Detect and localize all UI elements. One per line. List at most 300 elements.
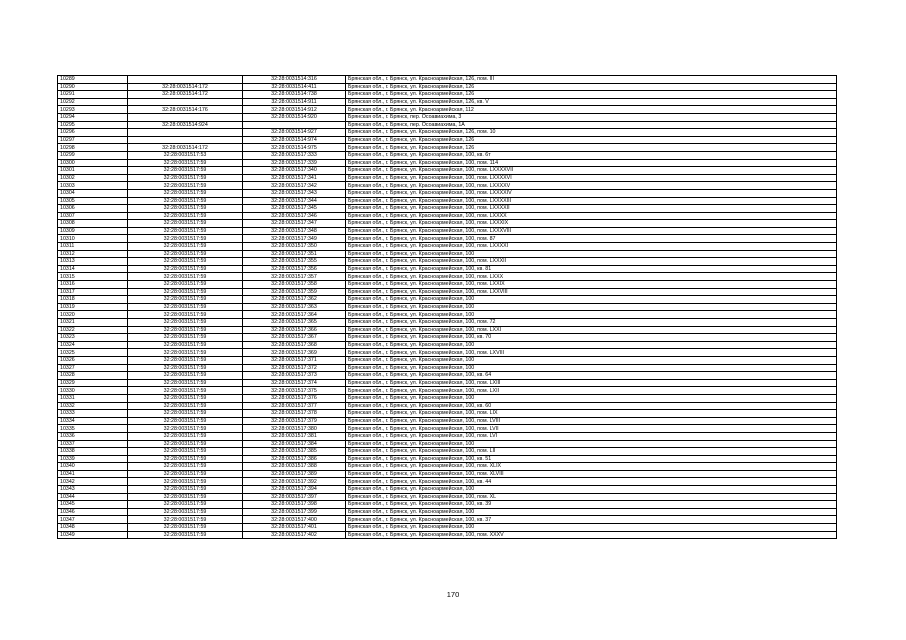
object-cadastral-number-cell: 32:28:0031517:344 [243, 197, 346, 205]
address-cell: Брянская обл., г. Брянск, ул. Красноармейская, 100 [346, 356, 837, 364]
object-cadastral-number-cell: 32:28:0031517:358 [243, 281, 346, 289]
object-cadastral-number-cell: 32:28:0031517:375 [243, 387, 346, 395]
row-number-cell: 10324 [58, 341, 128, 349]
row-number-cell: 10310 [58, 235, 128, 243]
address-cell: Брянская обл., г. Брянск, ул. Красноармейская, 100, кв. 70 [346, 334, 837, 342]
parcel-cadastral-number-cell: 32:28:0031517:59 [128, 281, 243, 289]
table-row [58, 531, 837, 539]
row-number-cell: 10328 [58, 372, 128, 380]
address-cell: Брянская обл., г. Брянск, ул. Красноармейская, 100, пом. LXIII [346, 379, 837, 387]
object-cadastral-number-cell: 32:28:0031517:386 [243, 455, 346, 463]
row-number-cell: 10327 [58, 364, 128, 372]
object-cadastral-number-cell: 32:28:0031517:399 [243, 508, 346, 516]
row-number-cell: 10294 [58, 113, 128, 121]
object-cadastral-number-cell: 32:28:0031517:351 [243, 250, 346, 258]
address-cell: Брянская обл., г. Брянск, ул. Красноармейская, 100, пом. LXXX [346, 273, 837, 281]
address-cell: Брянская обл., г. Брянск, ул. Красноармейская, 100, кв. 60 [346, 402, 837, 410]
parcel-cadastral-number-cell: 32:28:0031517:59 [128, 273, 243, 281]
table-row [58, 182, 837, 190]
address-cell: Брянская обл., г. Брянск, ул. Красноармейская, 100 [346, 524, 837, 532]
table-row [58, 76, 837, 84]
address-cell: Брянская обл., г. Брянск, ул. Красноармейская, 100, пом. LVIII [346, 417, 837, 425]
address-cell: Брянская обл., г. Брянск, ул. Красноармейская, 100 [346, 364, 837, 372]
row-number-cell: 10303 [58, 182, 128, 190]
table-row [58, 296, 837, 304]
address-cell: Брянская обл., г. Брянск, ул. Красноармейская, 100, пом. LXXXXVII [346, 167, 837, 175]
parcel-cadastral-number-cell: 32:28:0031517:59 [128, 531, 243, 539]
address-cell: Брянская обл., г. Брянск, ул. Красноармейская, 126 [346, 136, 837, 144]
parcel-cadastral-number-cell: 32:28:0031517:53 [128, 151, 243, 159]
object-cadastral-number-cell: 32:28:0031517:372 [243, 364, 346, 372]
object-cadastral-number-cell: 32:28:0031517:355 [243, 258, 346, 266]
parcel-cadastral-number-cell [128, 76, 243, 84]
parcel-cadastral-number-cell: 32:28:0031517:59 [128, 463, 243, 471]
table-row [58, 334, 837, 342]
table-row [58, 136, 837, 144]
address-cell: Брянская обл., г. Брянск, ул. Красноармейская, 126 [346, 83, 837, 91]
parcel-cadastral-number-cell: 32:28:0031517:59 [128, 432, 243, 440]
row-number-cell: 10345 [58, 501, 128, 509]
table-row [58, 265, 837, 273]
object-cadastral-number-cell: 32:28:0031517:378 [243, 410, 346, 418]
address-cell: Брянская обл., г. Брянск, ул. Красноармейская, 100, кв. 6т [346, 151, 837, 159]
parcel-cadastral-number-cell: 32:28:0031514:172 [128, 91, 243, 99]
parcel-cadastral-number-cell [128, 129, 243, 137]
parcel-cadastral-number-cell: 32:28:0031517:59 [128, 356, 243, 364]
parcel-cadastral-number-cell: 32:28:0031517:59 [128, 410, 243, 418]
object-cadastral-number-cell: 32:28:0031517:346 [243, 212, 346, 220]
object-cadastral-number-cell: 32:28:0031514:738 [243, 91, 346, 99]
parcel-cadastral-number-cell: 32:28:0031517:59 [128, 364, 243, 372]
table-row [58, 273, 837, 281]
parcel-cadastral-number-cell: 32:28:0031517:59 [128, 425, 243, 433]
row-number-cell: 10296 [58, 129, 128, 137]
address-cell: Брянская обл., г. Брянск, ул. Красноармейская, 100 [346, 296, 837, 304]
table-row [58, 311, 837, 319]
row-number-cell: 10329 [58, 379, 128, 387]
table-row [58, 205, 837, 213]
row-number-cell: 10300 [58, 159, 128, 167]
parcel-cadastral-number-cell: 32:28:0031517:59 [128, 402, 243, 410]
address-cell: Брянская обл., г. Брянск, ул. Красноармейская, 100 [346, 311, 837, 319]
address-cell: Брянская обл., г. Брянск, ул. Красноармейская, 100, пом. LXXXII [346, 258, 837, 266]
parcel-cadastral-number-cell: 32:28:0031517:59 [128, 220, 243, 228]
object-cadastral-number-cell: 32:28:0031517:347 [243, 220, 346, 228]
address-cell: Брянская обл., г. Брянск, ул. Красноармейская, 126 [346, 144, 837, 152]
address-cell: Брянская обл., г. Брянск, ул. Красноармейская, 100, пом. LXXXX [346, 212, 837, 220]
parcel-cadastral-number-cell: 32:28:0031517:59 [128, 417, 243, 425]
address-cell: Брянская обл., г. Брянск, ул. Красноармейская, 100 [346, 440, 837, 448]
parcel-cadastral-number-cell: 32:28:0031517:59 [128, 394, 243, 402]
object-cadastral-number-cell: 32:28:0031517:385 [243, 448, 346, 456]
object-cadastral-number-cell: 32:28:0031514:927 [243, 129, 346, 137]
parcel-cadastral-number-cell: 32:28:0031517:59 [128, 235, 243, 243]
row-number-cell: 10331 [58, 394, 128, 402]
address-cell: Брянская обл., г. Брянск, ул. Красноармейская, 100 [346, 303, 837, 311]
parcel-cadastral-number-cell: 32:28:0031514:172 [128, 144, 243, 152]
object-cadastral-number-cell: 32:28:0031517:388 [243, 463, 346, 471]
table-row [58, 319, 837, 327]
object-cadastral-number-cell: 32:28:0031517:345 [243, 205, 346, 213]
address-cell: Брянская обл., г. Брянск, ул. Красноармейская, 100, кв. 44 [346, 478, 837, 486]
row-number-cell: 10348 [58, 524, 128, 532]
row-number-cell: 10316 [58, 281, 128, 289]
row-number-cell: 10297 [58, 136, 128, 144]
parcel-cadastral-number-cell: 32:28:0031517:59 [128, 167, 243, 175]
parcel-cadastral-number-cell: 32:28:0031517:59 [128, 448, 243, 456]
table-row [58, 493, 837, 501]
parcel-cadastral-number-cell: 32:28:0031514:924 [128, 121, 243, 129]
table-row [58, 151, 837, 159]
address-cell: Брянская обл., г. Брянск, ул. Красноармейская, 100 [346, 508, 837, 516]
parcel-cadastral-number-cell: 32:28:0031517:59 [128, 349, 243, 357]
parcel-cadastral-number-cell: 32:28:0031517:59 [128, 311, 243, 319]
row-number-cell: 10332 [58, 402, 128, 410]
address-cell: Брянская обл., г. Брянск, ул. Красноармейская, 100, пом. LXXIX [346, 281, 837, 289]
object-cadastral-number-cell: 32:28:0031517:366 [243, 326, 346, 334]
table-row [58, 508, 837, 516]
address-cell: Брянская обл., г. Брянск, ул. Красноармейская, 100, пом. LXII [346, 387, 837, 395]
object-cadastral-number-cell: 32:28:0031517:368 [243, 341, 346, 349]
parcel-cadastral-number-cell: 32:28:0031517:59 [128, 227, 243, 235]
parcel-cadastral-number-cell: 32:28:0031517:59 [128, 250, 243, 258]
row-number-cell: 10301 [58, 167, 128, 175]
parcel-cadastral-number-cell: 32:28:0031517:59 [128, 508, 243, 516]
address-cell: Брянская обл., г. Брянск, ул. Красноармейская, 100, пом. LXVIII [346, 349, 837, 357]
parcel-cadastral-number-cell: 32:28:0031517:59 [128, 455, 243, 463]
object-cadastral-number-cell: 32:28:0031517:342 [243, 182, 346, 190]
row-number-cell: 10334 [58, 417, 128, 425]
object-cadastral-number-cell: 32:28:0031514:975 [243, 144, 346, 152]
table-row [58, 379, 837, 387]
address-cell: Брянская обл., г. Брянск, ул. Красноармейская, 100, кв. 51 [346, 455, 837, 463]
table-row [58, 341, 837, 349]
parcel-cadastral-number-cell: 32:28:0031517:59 [128, 212, 243, 220]
table-row [58, 516, 837, 524]
row-number-cell: 10306 [58, 205, 128, 213]
object-cadastral-number-cell: 32:28:0031517:389 [243, 470, 346, 478]
object-cadastral-number-cell: 32:28:0031517:348 [243, 227, 346, 235]
row-number-cell: 10313 [58, 258, 128, 266]
address-cell: Брянская обл., г. Брянск, ул. Красноармейская, 100, пом. LXXXIX [346, 220, 837, 228]
object-cadastral-number-cell: 32:28:0031517:365 [243, 319, 346, 327]
parcel-cadastral-number-cell: 32:28:0031517:59 [128, 288, 243, 296]
parcel-cadastral-number-cell: 32:28:0031517:59 [128, 334, 243, 342]
parcel-cadastral-number-cell: 32:28:0031517:59 [128, 341, 243, 349]
address-cell: Брянская обл., г. Брянск, ул. Красноармейская, 100, пом. LXXXXIV [346, 189, 837, 197]
table-row [58, 227, 837, 235]
table-row [58, 189, 837, 197]
row-number-cell: 10343 [58, 486, 128, 494]
row-number-cell: 10346 [58, 508, 128, 516]
row-number-cell: 10333 [58, 410, 128, 418]
parcel-cadastral-number-cell [128, 113, 243, 121]
address-cell: Брянская обл., г. Брянск, ул. Красноармейская, 100, пом. LVI [346, 432, 837, 440]
parcel-cadastral-number-cell: 32:28:0031517:59 [128, 174, 243, 182]
object-cadastral-number-cell: 32:28:0031514:411 [243, 83, 346, 91]
table-row [58, 235, 837, 243]
parcel-cadastral-number-cell: 32:28:0031517:59 [128, 486, 243, 494]
table-row [58, 174, 837, 182]
table-row [58, 326, 837, 334]
address-cell: Брянская обл., г. Брянск, ул. Красноармейская, 100, кв. 39 [346, 501, 837, 509]
address-cell: Брянская обл., г. Брянск, ул. Красноармейская, 100, пом. LXXXVIII [346, 227, 837, 235]
object-cadastral-number-cell: 32:28:0031517:349 [243, 235, 346, 243]
row-number-cell: 10290 [58, 83, 128, 91]
row-number-cell: 10314 [58, 265, 128, 273]
row-number-cell: 10325 [58, 349, 128, 357]
table-row [58, 364, 837, 372]
row-number-cell: 10311 [58, 243, 128, 251]
table-row [58, 524, 837, 532]
parcel-cadastral-number-cell: 32:28:0031514:176 [128, 106, 243, 114]
parcel-cadastral-number-cell: 32:28:0031517:59 [128, 258, 243, 266]
row-number-cell: 10340 [58, 463, 128, 471]
object-cadastral-number-cell: 32:28:0031517:364 [243, 311, 346, 319]
object-cadastral-number-cell: 32:28:0031517:369 [243, 349, 346, 357]
parcel-cadastral-number-cell: 32:28:0031517:59 [128, 478, 243, 486]
cadastral-registry-table [57, 75, 837, 539]
row-number-cell: 10338 [58, 448, 128, 456]
object-cadastral-number-cell: 32:28:0031517:356 [243, 265, 346, 273]
object-cadastral-number-cell: 32:28:0031517:363 [243, 303, 346, 311]
row-number-cell: 10339 [58, 455, 128, 463]
object-cadastral-number-cell: 32:28:0031517:340 [243, 167, 346, 175]
object-cadastral-number-cell: 32:28:0031517:359 [243, 288, 346, 296]
address-cell: Брянская обл., г. Брянск, ул. Красноармейская, 100 [346, 394, 837, 402]
parcel-cadastral-number-cell: 32:28:0031517:59 [128, 319, 243, 327]
object-cadastral-number-cell: 32:28:0031517:350 [243, 243, 346, 251]
row-number-cell: 10321 [58, 319, 128, 327]
parcel-cadastral-number-cell: 32:28:0031517:59 [128, 524, 243, 532]
parcel-cadastral-number-cell: 32:28:0031517:59 [128, 470, 243, 478]
address-cell: Брянская обл., г. Брянск, ул. Красноармейская, 100, пом. 87 [346, 235, 837, 243]
object-cadastral-number-cell: 32:28:0031514:912 [243, 106, 346, 114]
parcel-cadastral-number-cell: 32:28:0031514:172 [128, 83, 243, 91]
row-number-cell: 10336 [58, 432, 128, 440]
parcel-cadastral-number-cell: 32:28:0031517:59 [128, 243, 243, 251]
address-cell: Брянская обл., г. Брянск, ул. Красноармейская, 100, пом. XLVIII [346, 470, 837, 478]
row-number-cell: 10291 [58, 91, 128, 99]
object-cadastral-number-cell: 32:28:0031517:397 [243, 493, 346, 501]
object-cadastral-number-cell: 32:28:0031517:377 [243, 402, 346, 410]
address-cell: Брянская обл., г. Брянск, ул. Красноармейская, 100 [346, 341, 837, 349]
parcel-cadastral-number-cell: 32:28:0031517:59 [128, 265, 243, 273]
row-number-cell: 10295 [58, 121, 128, 129]
object-cadastral-number-cell: 32:28:0031514:920 [243, 113, 346, 121]
row-number-cell: 10335 [58, 425, 128, 433]
table-row [58, 387, 837, 395]
row-number-cell: 10337 [58, 440, 128, 448]
object-cadastral-number-cell: 32:28:0031517:398 [243, 501, 346, 509]
parcel-cadastral-number-cell: 32:28:0031517:59 [128, 379, 243, 387]
address-cell: Брянская обл., г. Брянск, ул. Красноармейская, 100, пом. LXXVIII [346, 288, 837, 296]
parcel-cadastral-number-cell: 32:28:0031517:59 [128, 372, 243, 380]
parcel-cadastral-number-cell: 32:28:0031517:59 [128, 387, 243, 395]
table-row [58, 243, 837, 251]
table-row [58, 250, 837, 258]
parcel-cadastral-number-cell: 32:28:0031517:59 [128, 440, 243, 448]
table-row [58, 281, 837, 289]
address-cell: Брянская обл., г. Брянск, ул. Красноармейская, 100, пом. LXXXXVI [346, 174, 837, 182]
object-cadastral-number-cell: 32:28:0031514:974 [243, 136, 346, 144]
object-cadastral-number-cell: 32:28:0031517:362 [243, 296, 346, 304]
row-number-cell: 10342 [58, 478, 128, 486]
row-number-cell: 10307 [58, 212, 128, 220]
table-row [58, 129, 837, 137]
address-cell: Брянская обл., г. Брянск, ул. Красноармейская, 126 [346, 91, 837, 99]
table-row [58, 455, 837, 463]
page-number: 170 [446, 590, 460, 599]
row-number-cell: 10302 [58, 174, 128, 182]
object-cadastral-number-cell [243, 121, 346, 129]
object-cadastral-number-cell: 32:28:0031514:316 [243, 76, 346, 84]
object-cadastral-number-cell: 32:28:0031517:371 [243, 356, 346, 364]
row-number-cell: 10341 [58, 470, 128, 478]
row-number-cell: 10299 [58, 151, 128, 159]
address-cell: Брянская обл., г. Брянск, ул. Красноармейская, 100, пом. LXXI [346, 326, 837, 334]
table-row [58, 303, 837, 311]
address-cell: Брянская обл., г. Брянск, ул. Красноармейская, 100 [346, 486, 837, 494]
object-cadastral-number-cell: 32:28:0031517:376 [243, 394, 346, 402]
address-cell: Брянская обл., г. Брянск, ул. Красноармейская, 126, пом. 10 [346, 129, 837, 137]
table-row [58, 486, 837, 494]
row-number-cell: 10293 [58, 106, 128, 114]
object-cadastral-number-cell: 32:28:0031517:374 [243, 379, 346, 387]
table-row [58, 159, 837, 167]
parcel-cadastral-number-cell: 32:28:0031517:59 [128, 182, 243, 190]
table-row [58, 91, 837, 99]
row-number-cell: 10305 [58, 197, 128, 205]
table-row [58, 501, 837, 509]
table-row [58, 121, 837, 129]
row-number-cell: 10326 [58, 356, 128, 364]
row-number-cell: 10308 [58, 220, 128, 228]
address-cell: Брянская обл., г. Брянск, ул. Красноармейская, 112 [346, 106, 837, 114]
table-row [58, 356, 837, 364]
table-row [58, 197, 837, 205]
address-cell: Брянская обл., г. Брянск, ул. Красноармейская, 126, пом. III [346, 76, 837, 84]
parcel-cadastral-number-cell: 32:28:0031517:59 [128, 326, 243, 334]
object-cadastral-number-cell: 32:28:0031517:379 [243, 417, 346, 425]
table-row [58, 425, 837, 433]
object-cadastral-number-cell: 32:28:0031517:401 [243, 524, 346, 532]
table-row [58, 417, 837, 425]
parcel-cadastral-number-cell: 32:28:0031517:59 [128, 296, 243, 304]
row-number-cell: 10322 [58, 326, 128, 334]
object-cadastral-number-cell: 32:28:0031517:384 [243, 440, 346, 448]
parcel-cadastral-number-cell [128, 98, 243, 106]
row-number-cell: 10319 [58, 303, 128, 311]
object-cadastral-number-cell: 32:28:0031517:402 [243, 531, 346, 539]
row-number-cell: 10347 [58, 516, 128, 524]
parcel-cadastral-number-cell: 32:28:0031517:59 [128, 501, 243, 509]
row-number-cell: 10330 [58, 387, 128, 395]
row-number-cell: 10344 [58, 493, 128, 501]
table-row [58, 470, 837, 478]
address-cell: Брянская обл., г. Брянск, ул. Красноармейская, 126, кв. V [346, 98, 837, 106]
row-number-cell: 10289 [58, 76, 128, 84]
address-cell: Брянская обл., г. Брянск, ул. Красноармейская, 100, пом. LIX [346, 410, 837, 418]
table-row [58, 440, 837, 448]
address-cell: Брянская обл., г. Брянск, ул. Красноармейская, 100, пом. XL [346, 493, 837, 501]
table-row [58, 478, 837, 486]
object-cadastral-number-cell: 32:28:0031517:392 [243, 478, 346, 486]
table-row [58, 288, 837, 296]
parcel-cadastral-number-cell: 32:28:0031517:59 [128, 516, 243, 524]
address-cell: Брянская обл., г. Брянск, ул. Красноармейская, 100, пом. LXXXXV [346, 182, 837, 190]
object-cadastral-number-cell: 32:28:0031517:373 [243, 372, 346, 380]
address-cell: Брянская обл., г. Брянск, ул. Красноармейская, 100, пом. XXXV [346, 531, 837, 539]
table-row [58, 106, 837, 114]
parcel-cadastral-number-cell: 32:28:0031517:59 [128, 197, 243, 205]
table-row [58, 402, 837, 410]
address-cell: Брянская обл., г. Брянск, пер. Осоавиахима, 1А [346, 121, 837, 129]
row-number-cell: 10292 [58, 98, 128, 106]
row-number-cell: 10312 [58, 250, 128, 258]
address-cell: Брянская обл., г. Брянск, ул. Красноармейская, 100, пом. LII [346, 448, 837, 456]
object-cadastral-number-cell: 32:28:0031517:367 [243, 334, 346, 342]
row-number-cell: 10323 [58, 334, 128, 342]
parcel-cadastral-number-cell: 32:28:0031517:59 [128, 493, 243, 501]
address-cell: Брянская обл., г. Брянск, ул. Красноармейская, 100, пом. LXXXXIII [346, 197, 837, 205]
row-number-cell: 10309 [58, 227, 128, 235]
row-number-cell: 10298 [58, 144, 128, 152]
object-cadastral-number-cell: 32:28:0031517:380 [243, 425, 346, 433]
table-row [58, 144, 837, 152]
address-cell: Брянская обл., г. Брянск, ул. Красноармейская, 100 [346, 250, 837, 258]
object-cadastral-number-cell: 32:28:0031517:333 [243, 151, 346, 159]
object-cadastral-number-cell: 32:28:0031517:394 [243, 486, 346, 494]
address-cell: Брянская обл., г. Брянск, ул. Красноармейская, 100, пом. LVII [346, 425, 837, 433]
table-row [58, 349, 837, 357]
object-cadastral-number-cell: 32:28:0031517:400 [243, 516, 346, 524]
row-number-cell: 10320 [58, 311, 128, 319]
table-row [58, 212, 837, 220]
row-number-cell: 10318 [58, 296, 128, 304]
address-cell: Брянская обл., г. Брянск, пер. Осоавиахима, 3 [346, 113, 837, 121]
address-cell: Брянская обл., г. Брянск, ул. Красноармейская, 100, кв. 64 [346, 372, 837, 380]
object-cadastral-number-cell: 32:28:0031514:911 [243, 98, 346, 106]
address-cell: Брянская обл., г. Брянск, ул. Красноармейская, 100, пом. 72 [346, 319, 837, 327]
parcel-cadastral-number-cell: 32:28:0031517:59 [128, 189, 243, 197]
table-row [58, 410, 837, 418]
row-number-cell: 10304 [58, 189, 128, 197]
object-cadastral-number-cell: 32:28:0031517:357 [243, 273, 346, 281]
table-row [58, 394, 837, 402]
table-row [58, 220, 837, 228]
address-cell: Брянская обл., г. Брянск, ул. Красноармейская, 100, пом. 114 [346, 159, 837, 167]
table-row [58, 113, 837, 121]
row-number-cell: 10349 [58, 531, 128, 539]
object-cadastral-number-cell: 32:28:0031517:339 [243, 159, 346, 167]
address-cell: Брянская обл., г. Брянск, ул. Красноармейская, 100, пом. LXXXXII [346, 205, 837, 213]
table-row [58, 432, 837, 440]
table-row [58, 258, 837, 266]
table-row [58, 98, 837, 106]
table-row [58, 83, 837, 91]
table-row [58, 463, 837, 471]
object-cadastral-number-cell: 32:28:0031517:343 [243, 189, 346, 197]
object-cadastral-number-cell: 32:28:0031517:381 [243, 432, 346, 440]
registry-table-body [58, 76, 837, 539]
address-cell: Брянская обл., г. Брянск, ул. Красноармейская, 100, пом. XLIX [346, 463, 837, 471]
table-row [58, 167, 837, 175]
address-cell: Брянская обл., г. Брянск, ул. Красноармейская, 100, кв. 37 [346, 516, 837, 524]
row-number-cell: 10317 [58, 288, 128, 296]
table-row [58, 372, 837, 380]
object-cadastral-number-cell: 32:28:0031517:341 [243, 174, 346, 182]
